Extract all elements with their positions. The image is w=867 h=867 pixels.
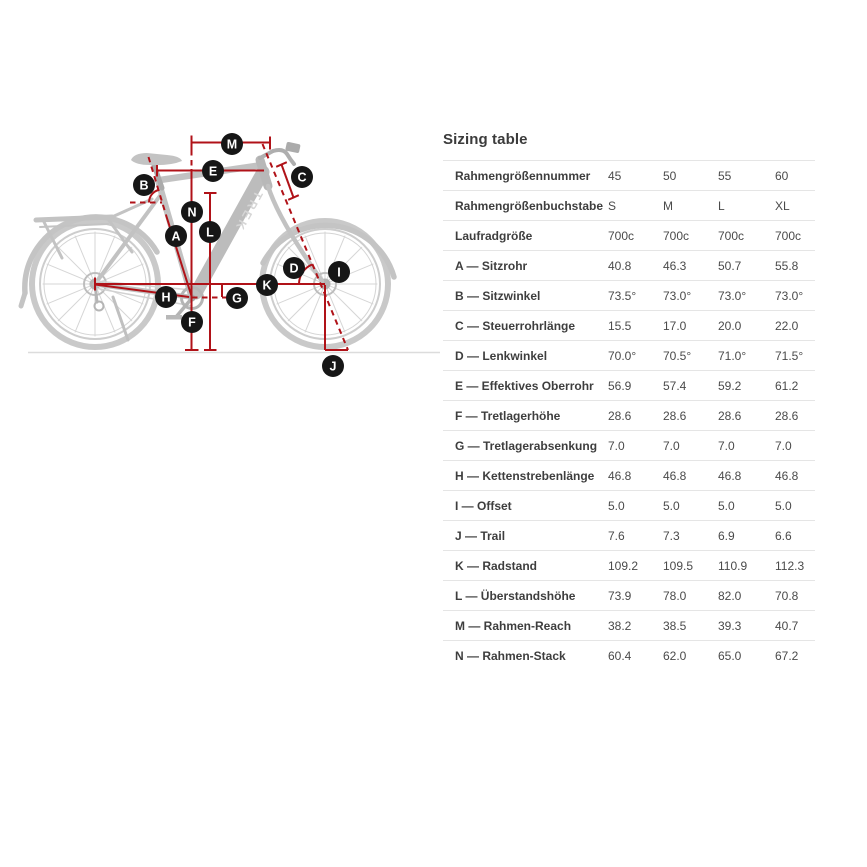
diagram-marker-letter-K: K [262,278,272,293]
row-value: 112.3 [775,551,815,581]
row-label: D — Lenkwinkel [443,341,608,371]
cockpit [260,142,301,164]
row-value: 71.5° [775,341,815,371]
row-value: 70.8 [775,581,815,611]
diagram-marker-letter-H: H [161,290,171,305]
row-value: 73.5° [608,281,663,311]
diagram-marker-letter-B: B [139,178,149,193]
table-row [443,611,815,641]
row-value: S [608,191,663,221]
table-row [443,461,815,491]
table-row [443,371,815,401]
row-value: 45 [608,161,663,191]
row-value: 5.0 [718,491,775,521]
row-value: 55.8 [775,251,815,281]
frame-logo: TREK [231,188,266,235]
row-value: 700c [608,221,663,251]
row-value: 7.0 [663,431,718,461]
table-row [443,641,815,671]
row-value: 46.8 [663,461,718,491]
row-value: 109.2 [608,551,663,581]
row-value: 78.0 [663,581,718,611]
rear-mudflap [21,293,25,306]
row-value: 6.9 [718,521,775,551]
table-row [443,161,815,191]
table-row [443,221,815,251]
table-row [443,581,815,611]
row-value: 50 [663,161,718,191]
sizing-table-section [443,131,815,671]
diagram-marker-letter-C: C [297,170,307,185]
row-value: 60 [775,161,815,191]
row-label: Laufradgröße [443,221,608,251]
row-value: 7.0 [718,431,775,461]
row-value: 70.0° [608,341,663,371]
row-value: 40.8 [608,251,663,281]
table-row [443,551,815,581]
row-value: 700c [663,221,718,251]
row-value: 73.0° [663,281,718,311]
row-value: 5.0 [775,491,815,521]
row-label: H — Kettenstrebenlänge [443,461,608,491]
row-label: G — Tretlagerabsenkung [443,431,608,461]
diagram-marker-letter-I: I [337,265,341,280]
row-label: B — Sitzwinkel [443,281,608,311]
row-value: 28.6 [608,401,663,431]
row-value: L [718,191,775,221]
row-value: 15.5 [608,311,663,341]
row-value: 59.2 [718,371,775,401]
row-value: 73.9 [608,581,663,611]
row-value: 20.0 [718,311,775,341]
row-value: 70.5° [663,341,718,371]
row-label: M — Rahmen-Reach [443,611,608,641]
row-value: 67.2 [775,641,815,671]
row-value: 700c [775,221,815,251]
row-value: 46.8 [775,461,815,491]
table-row [443,251,815,281]
sizing-table [443,160,815,671]
row-value: 28.6 [718,401,775,431]
diagram-marker-letter-F: F [188,315,196,330]
row-value: 46.3 [663,251,718,281]
row-value: 5.0 [608,491,663,521]
row-value: XL [775,191,815,221]
table-row [443,431,815,461]
row-value: 57.4 [663,371,718,401]
row-value: 28.6 [663,401,718,431]
diagram-marker-letter-M: M [226,137,238,152]
row-label: K — Radstand [443,551,608,581]
row-value: 61.2 [775,371,815,401]
row-label: A — Sitzrohr [443,251,608,281]
row-value: 7.3 [663,521,718,551]
table-row [443,311,815,341]
row-value: 46.8 [608,461,663,491]
row-label: L — Überstandshöhe [443,581,608,611]
row-value: 110.9 [718,551,775,581]
diagram-marker-letter-A: A [171,229,181,244]
diagram-marker-letter-G: G [232,291,242,306]
row-value: 109.5 [663,551,718,581]
row-label: N — Rahmen-Stack [443,641,608,671]
row-value: 22.0 [775,311,815,341]
table-row [443,401,815,431]
sizing-table-body [443,161,815,671]
row-label: I — Offset [443,491,608,521]
row-value: 39.3 [718,611,775,641]
row-value: 17.0 [663,311,718,341]
row-value: 55 [718,161,775,191]
row-value: 7.6 [608,521,663,551]
row-value: 65.0 [718,641,775,671]
row-label: Rahmengrößennummer [443,161,608,191]
row-value: M [663,191,718,221]
table-row [443,281,815,311]
bike-geometry-diagram [0,0,452,430]
row-value: 7.0 [608,431,663,461]
diagram-marker-letter-L: L [206,225,214,240]
row-value: 73.0° [718,281,775,311]
diagram-marker-letter-N: N [187,205,197,220]
sizing-table-title: Sizing table [443,131,528,148]
row-value: 71.0° [718,341,775,371]
table-row [443,341,815,371]
row-value: 73.0° [775,281,815,311]
row-value: 700c [718,221,775,251]
table-row [443,191,815,221]
row-value: 40.7 [775,611,815,641]
row-value: 28.6 [775,401,815,431]
row-value: 6.6 [775,521,815,551]
table-row [443,521,815,551]
row-value: 62.0 [663,641,718,671]
row-label: C — Steuerrohrlänge [443,311,608,341]
table-row [443,491,815,521]
row-value: 82.0 [718,581,775,611]
row-value: 5.0 [663,491,718,521]
row-value: 50.7 [718,251,775,281]
row-label: F — Tretlagerhöhe [443,401,608,431]
diagram-marker-letter-D: D [289,261,299,276]
row-value: 38.5 [663,611,718,641]
row-value: 38.2 [608,611,663,641]
row-value: 56.9 [608,371,663,401]
diagram-marker-letter-J: J [329,359,337,374]
row-value: 60.4 [608,641,663,671]
row-label: E — Effektives Oberrohr [443,371,608,401]
row-value: 7.0 [775,431,815,461]
row-label: J — Trail [443,521,608,551]
row-value: 46.8 [718,461,775,491]
diagram-marker-letter-E: E [208,164,218,179]
row-label: Rahmengrößenbuchstabe [443,191,608,221]
